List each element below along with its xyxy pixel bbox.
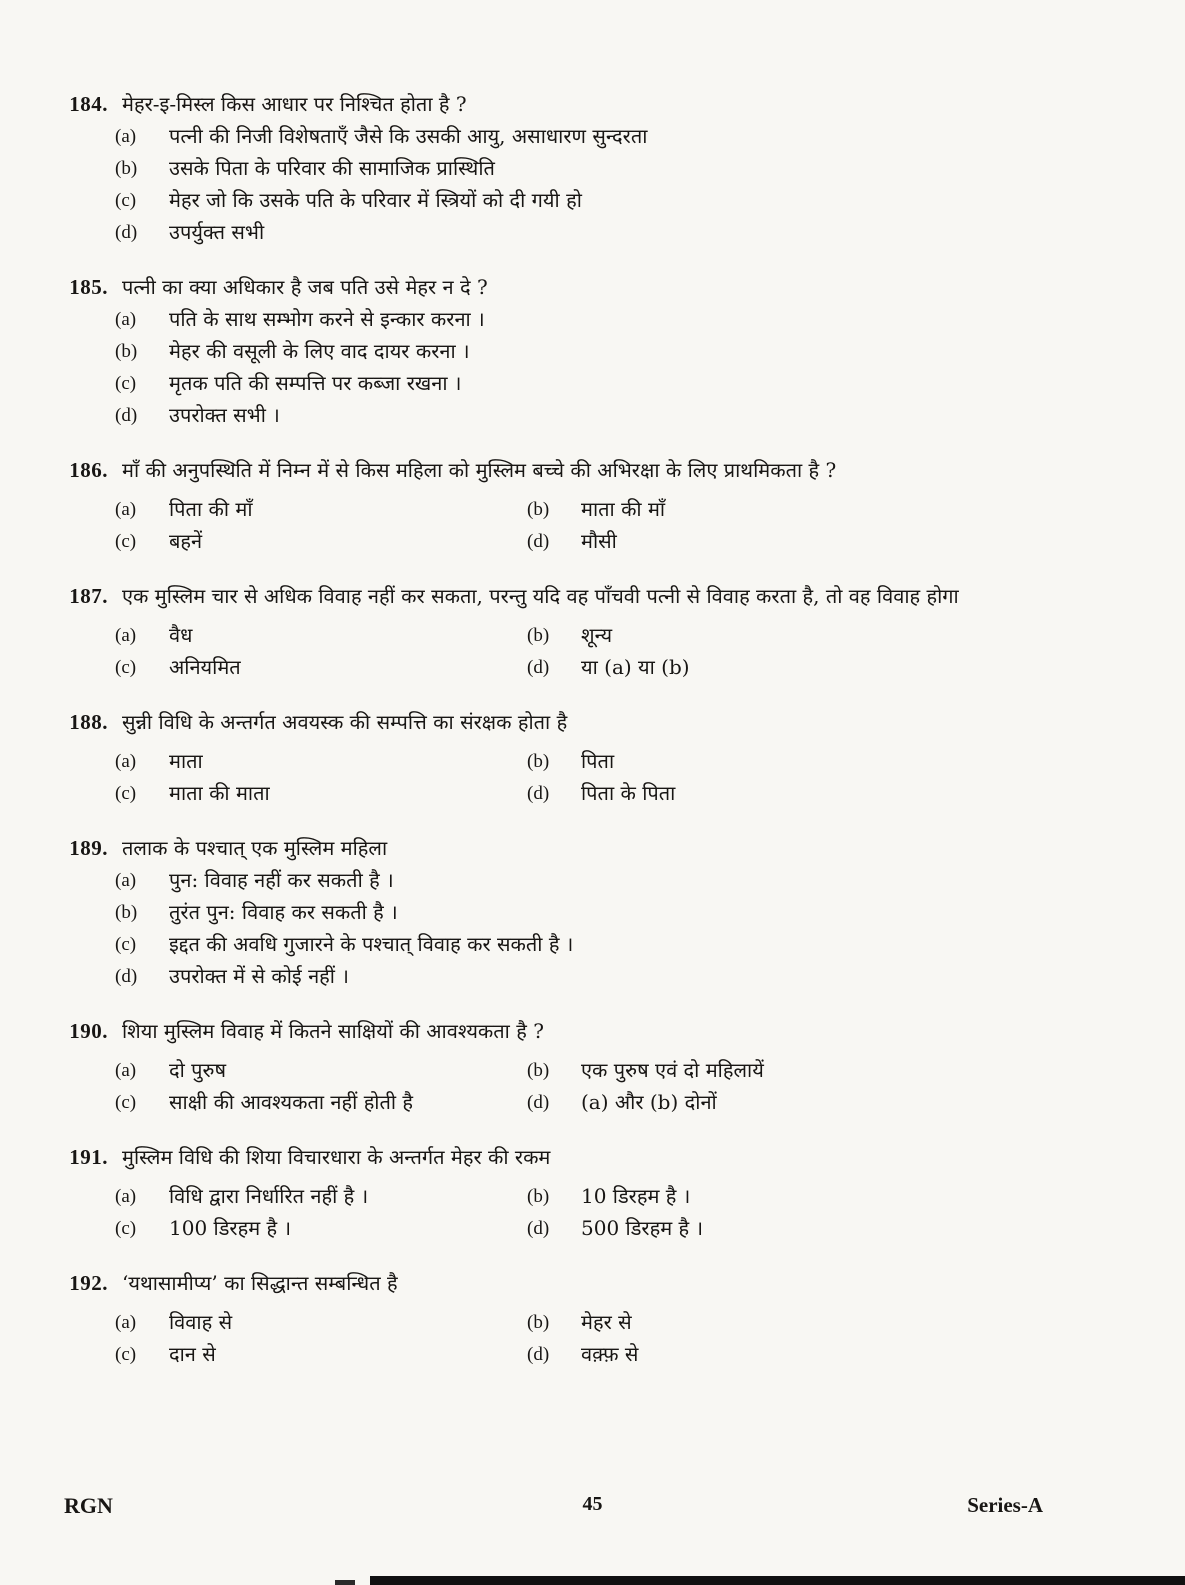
question-list — [58, 92, 1143, 1367]
option-text: उपरोक्त में से कोई नहीं । — [169, 964, 349, 988]
scan-artifact-bar — [370, 1576, 1185, 1585]
question-text: एक मुस्लिम चार से अधिक विवाह नहीं कर सकता, परन्तु यदि वह पाँचवी पत्नी से विवाह करता है, तो वह विवाह होगा — [122, 584, 959, 608]
option-text: पति के साथ सम्भोग करने से इन्कार करना । — [169, 307, 485, 331]
option-text: एक पुरुष एवं दो महिलायें — [581, 1058, 764, 1082]
option-label: (d) — [527, 531, 550, 552]
option-label: (d) — [527, 783, 550, 804]
option-row — [115, 339, 1143, 364]
option-row — [115, 781, 527, 806]
option-row — [527, 497, 1143, 522]
option-row — [115, 1058, 527, 1083]
option-row — [115, 403, 1143, 428]
option-row — [115, 964, 1143, 989]
question-text: मेहर-इ-मिस्ल किस आधार पर निश्चित होता है ? — [122, 92, 467, 116]
options-list — [115, 124, 1143, 245]
option-text: माता की माता — [169, 781, 270, 805]
options-list — [115, 616, 1143, 680]
option-row — [527, 1310, 1143, 1335]
option-row — [115, 220, 1143, 245]
option-row — [527, 1058, 1143, 1083]
question-186 — [58, 458, 1143, 554]
question-185 — [58, 275, 1143, 428]
option-row — [527, 781, 1143, 806]
option-row — [115, 749, 527, 774]
question-header — [58, 92, 1143, 117]
option-text: विधि द्वारा निर्धारित नहीं है । — [169, 1184, 369, 1208]
option-label: (a) — [115, 1312, 137, 1333]
option-label: (a) — [115, 309, 137, 330]
option-text: तुरंत पुन: विवाह कर सकती है । — [169, 900, 398, 924]
question-header — [58, 710, 1143, 735]
footer-series-label: Series-A — [967, 1493, 1043, 1517]
option-row — [527, 623, 1143, 648]
option-row — [115, 1342, 527, 1367]
question-number: 191. — [69, 1145, 108, 1169]
option-row — [115, 1184, 527, 1209]
option-row — [527, 1184, 1143, 1209]
option-text: पिता — [581, 749, 615, 773]
option-row — [527, 1342, 1143, 1367]
option-row — [115, 868, 1143, 893]
option-text: बहनें — [169, 529, 203, 553]
option-label: (d) — [527, 1092, 550, 1113]
option-label: (c) — [115, 1092, 137, 1113]
option-text: दो पुरुष — [169, 1058, 227, 1082]
question-header — [58, 584, 1143, 609]
option-row — [115, 932, 1143, 957]
option-label: (b) — [527, 751, 550, 772]
question-184 — [58, 92, 1143, 245]
option-row — [527, 1216, 1143, 1241]
option-label: (d) — [527, 657, 550, 678]
option-text: मृतक पति की सम्पत्ति पर कब्जा रखना । — [169, 371, 462, 395]
option-row — [527, 1090, 1143, 1115]
question-number: 189. — [69, 836, 108, 860]
option-text: पुन: विवाह नहीं कर सकती है । — [169, 868, 394, 892]
option-label: (a) — [115, 751, 137, 772]
options-list — [115, 307, 1143, 428]
question-192 — [58, 1271, 1143, 1367]
question-189 — [58, 836, 1143, 989]
option-row — [115, 188, 1143, 213]
option-label: (b) — [115, 902, 138, 923]
question-header — [58, 836, 1143, 861]
option-label: (b) — [527, 1312, 550, 1333]
option-text: मौसी — [581, 529, 617, 553]
question-header — [58, 458, 1143, 483]
option-label: (b) — [527, 625, 550, 646]
option-text: इद्दत की अवधि गुजारने के पश्चात् विवाह कर सकती है । — [169, 932, 574, 956]
option-text: वक़्फ़ से — [581, 1342, 639, 1366]
options-list — [115, 868, 1143, 989]
question-text: माँ की अनुपस्थिति में निम्न में से किस महिला को मुस्लिम बच्चे की अभिरक्षा के लिए प्राथमिकता है ? — [122, 458, 837, 482]
options-list — [115, 490, 1143, 554]
option-row — [115, 156, 1143, 181]
option-label: (a) — [115, 499, 137, 520]
option-label: (b) — [527, 1060, 550, 1081]
option-text: दान से — [169, 1342, 216, 1366]
option-text: माता — [169, 749, 203, 773]
option-row — [115, 307, 1143, 332]
option-text: साक्षी की आवश्यकता नहीं होती है — [169, 1090, 414, 1114]
question-text: शिया मुस्लिम विवाह में कितने साक्षियों की आवश्यकता है ? — [122, 1019, 544, 1043]
option-label: (a) — [115, 1186, 137, 1207]
option-label: (b) — [527, 1186, 550, 1207]
options-list — [115, 1177, 1143, 1241]
question-header — [58, 1019, 1143, 1044]
question-191 — [58, 1145, 1143, 1241]
option-label: (b) — [115, 341, 138, 362]
question-number: 187. — [69, 584, 108, 608]
question-text: सुन्नी विधि के अन्तर्गत अवयस्क की सम्पत्ति का संरक्षक होता है — [122, 710, 568, 734]
option-row — [527, 529, 1143, 554]
option-text: विवाह से — [169, 1310, 233, 1334]
option-text: शून्य — [581, 623, 613, 647]
question-number: 186. — [69, 458, 108, 482]
page-footer — [0, 1493, 1185, 1523]
question-190 — [58, 1019, 1143, 1115]
option-label: (c) — [115, 373, 137, 394]
question-number: 185. — [69, 275, 108, 299]
option-text: 100 डिरहम है । — [169, 1216, 292, 1240]
option-text: मेहर की वसूली के लिए वाद दायर करना । — [169, 339, 470, 363]
question-text: पत्नी का क्या अधिकार है जब पति उसे मेहर न दे ? — [122, 275, 488, 299]
option-label: (c) — [115, 1218, 137, 1239]
options-list — [115, 1303, 1143, 1367]
option-text: माता की माँ — [581, 497, 666, 521]
option-label: (b) — [115, 158, 138, 179]
option-text: मेहर जो कि उसके पति के परिवार में स्त्रियों को दी गयी हो — [169, 188, 582, 212]
option-row — [115, 371, 1143, 396]
option-text: 500 डिरहम है । — [581, 1216, 704, 1240]
scan-artifact-mark — [335, 1580, 355, 1585]
question-text: तलाक के पश्चात् एक मुस्लिम महिला — [122, 836, 388, 860]
option-text: वैध — [169, 623, 193, 647]
question-header — [58, 1271, 1143, 1296]
option-row — [115, 900, 1143, 925]
option-row — [527, 655, 1143, 680]
question-header — [58, 1145, 1143, 1170]
option-text: अनियमित — [169, 655, 241, 679]
option-label: (d) — [115, 966, 138, 987]
option-row — [115, 529, 527, 554]
option-row — [115, 1090, 527, 1115]
option-label: (c) — [115, 1344, 137, 1365]
option-text: पिता की माँ — [169, 497, 253, 521]
option-row — [115, 124, 1143, 149]
question-number: 184. — [69, 92, 108, 116]
options-list — [115, 1051, 1143, 1115]
footer-booklet-code: RGN — [64, 1493, 113, 1518]
option-text: उपर्युक्त सभी — [169, 220, 265, 244]
option-label: (a) — [115, 870, 137, 891]
option-label: (c) — [115, 783, 137, 804]
option-text: उसके पिता के परिवार की सामाजिक प्रास्थिति — [169, 156, 495, 180]
option-text: (a) और (b) दोनों — [581, 1090, 717, 1114]
option-label: (c) — [115, 190, 137, 211]
option-row — [115, 497, 527, 522]
option-row — [115, 623, 527, 648]
question-number: 190. — [69, 1019, 108, 1043]
question-text: ‘यथासामीप्य’ का सिद्धान्त सम्बन्धित है — [122, 1271, 398, 1295]
option-text: पिता के पिता — [581, 781, 676, 805]
option-text: उपरोक्त सभी । — [169, 403, 280, 427]
option-label: (b) — [527, 499, 550, 520]
option-row — [115, 655, 527, 680]
option-label: (d) — [527, 1344, 550, 1365]
option-label: (c) — [115, 934, 137, 955]
question-text: मुस्लिम विधि की शिया विचारधारा के अन्तर्गत मेहर की रकम — [122, 1145, 551, 1169]
option-label: (a) — [115, 625, 137, 646]
option-label: (c) — [115, 531, 137, 552]
option-label: (d) — [115, 222, 138, 243]
option-text: मेहर से — [581, 1310, 632, 1334]
footer-page-number: 45 — [582, 1493, 603, 1515]
options-list — [115, 742, 1143, 806]
option-text: 10 डिरहम है । — [581, 1184, 691, 1208]
question-number: 192. — [69, 1271, 108, 1295]
question-header — [58, 275, 1143, 300]
option-label: (d) — [115, 405, 138, 426]
option-row — [527, 749, 1143, 774]
question-188 — [58, 710, 1143, 806]
question-number: 188. — [69, 710, 108, 734]
option-label: (d) — [527, 1218, 550, 1239]
option-text: या (a) या (b) — [581, 655, 690, 679]
option-label: (a) — [115, 1060, 137, 1081]
option-label: (a) — [115, 126, 137, 147]
question-187 — [58, 584, 1143, 680]
option-row — [115, 1310, 527, 1335]
option-label: (c) — [115, 657, 137, 678]
option-row — [115, 1216, 527, 1241]
option-text: पत्नी की निजी विशेषताएँ जैसे कि उसकी आयु, असाधारण सुन्दरता — [169, 124, 648, 148]
